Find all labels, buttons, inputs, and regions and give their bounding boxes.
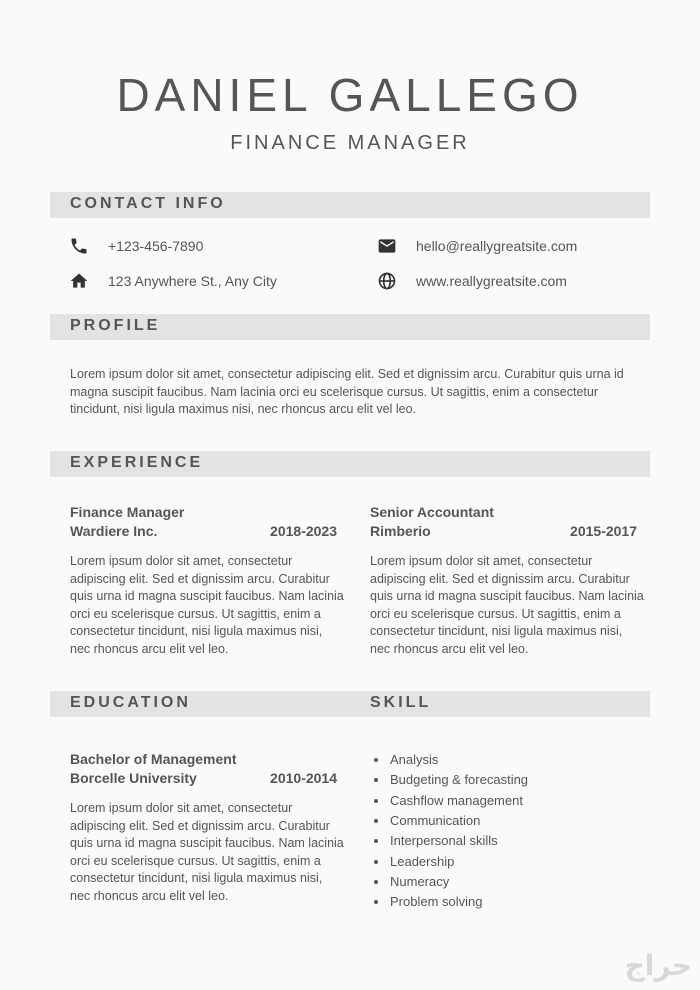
- description-line: quis urna id magna suscipit faucibus. Nam lacinia: [70, 589, 344, 604]
- contact-website[interactable]: www.reallygreatsite.com: [416, 273, 567, 289]
- job-description: [370, 553, 650, 659]
- description-line: orci eu scelerisque cursus. Ut sagittis, enim a: [370, 606, 621, 621]
- description-line: orci eu scelerisque cursus. Ut sagittis, enim a: [70, 853, 321, 868]
- profile-line: Lorem ipsum dolor sit amet, consectetur adipiscing elit. Sed et dignissim arcu. Curabitur quis urna id: [70, 367, 624, 381]
- description-line: nec rhoncus arcu elit vel leo.: [370, 641, 529, 656]
- description-line: adipiscing elit. Sed et dignissim arcu. Curabitur: [370, 571, 630, 586]
- skill-heading: SKILL: [370, 694, 432, 711]
- skill-item: [370, 770, 528, 790]
- skill-item: [370, 851, 528, 871]
- skill-item: [370, 872, 528, 892]
- contact-section-bar: [50, 192, 650, 218]
- description-line: consectetur tincidunt, nisi ligula maximus nisi,: [70, 871, 323, 886]
- contact-address: 123 Anywhere St., Any City: [108, 273, 277, 289]
- home-icon: [68, 270, 90, 292]
- job-company: Wardiere Inc.: [70, 523, 158, 539]
- profile-line: tincidunt, nisi ligula maximus nisi, nec rhoncus arcu elit vel leo.: [70, 402, 416, 417]
- phone-icon: [68, 235, 90, 257]
- education-school: Borcelle University: [70, 770, 197, 786]
- bullet-icon: [374, 758, 378, 762]
- contact-email[interactable]: hello@reallygreatsite.com: [416, 238, 578, 254]
- skill-label: Analysis: [390, 752, 439, 768]
- bullet-icon: [374, 819, 378, 823]
- contact-phone-row: [68, 235, 203, 257]
- experience-heading: EXPERIENCE: [70, 454, 204, 471]
- skill-label: Communication: [390, 813, 481, 829]
- description-line: quis urna id magna suscipit faucibus. Nam lacinia: [70, 836, 344, 851]
- profile-heading: PROFILE: [70, 317, 161, 334]
- contact-phone: +123-456-7890: [108, 238, 204, 254]
- skill-label: Interpersonal skills: [390, 833, 498, 849]
- mail-icon: [376, 235, 398, 257]
- skill-label: Leadership: [390, 853, 455, 869]
- education-skill-section-bar: [50, 691, 650, 717]
- description-line: orci eu scelerisque cursus. Ut sagittis, enim a: [70, 606, 321, 621]
- contact-email-row: [376, 235, 577, 257]
- job-company: Rimberio: [370, 523, 431, 539]
- bullet-icon: [374, 860, 378, 864]
- job-description: [70, 553, 350, 659]
- description-line: adipiscing elit. Sed et dignissim arcu. Curabitur: [70, 571, 330, 586]
- skill-label: Problem solving: [390, 894, 483, 910]
- watermark-logo: حراج: [624, 950, 692, 981]
- contact-address-row: [68, 270, 277, 292]
- skill-item: [370, 750, 528, 770]
- education-description: [70, 800, 350, 906]
- description-line: nec rhoncus arcu elit vel leo.: [70, 888, 229, 903]
- experience-section-bar: [50, 451, 650, 477]
- resume-job-title: FINANCE MANAGER: [230, 132, 470, 154]
- education-degree: Bachelor of Management: [70, 751, 237, 767]
- bullet-icon: [374, 900, 378, 904]
- bullet-icon: [374, 799, 378, 803]
- bullet-icon: [374, 778, 378, 782]
- job-title: Senior Accountant: [370, 504, 494, 520]
- bullet-icon: [374, 839, 378, 843]
- resume-name: DANIEL GALLEGO: [116, 69, 584, 121]
- skill-item: [370, 831, 528, 851]
- globe-icon: [376, 270, 398, 292]
- bullet-icon: [374, 880, 378, 884]
- skill-label: Budgeting & forecasting: [390, 772, 529, 788]
- education-heading: EDUCATION: [70, 694, 191, 711]
- profile-section-bar: [50, 314, 650, 340]
- skill-item: [370, 811, 528, 831]
- contact-heading: CONTACT INFO: [70, 195, 226, 212]
- description-line: consectetur tincidunt, nisi ligula maximus nisi,: [370, 624, 623, 639]
- profile-line: magna suscipit faucibus. Nam lacinia orci eu scelerisque cursus. Ut sagittis, enim a consectetur: [70, 384, 599, 399]
- skill-label: Cashflow management: [390, 792, 523, 808]
- skill-item: [370, 892, 528, 912]
- skill-label: Numeracy: [390, 873, 450, 889]
- description-line: nec rhoncus arcu elit vel leo.: [70, 641, 229, 656]
- description-line: adipiscing elit. Sed et dignissim arcu. Curabitur: [70, 818, 330, 833]
- description-line: Lorem ipsum dolor sit amet, consectetur: [70, 554, 293, 568]
- description-line: Lorem ipsum dolor sit amet, consectetur: [370, 554, 593, 568]
- skill-list: [370, 750, 528, 912]
- description-line: quis urna id magna suscipit faucibus. Nam lacinia: [370, 589, 644, 604]
- job-years: 2018-2023: [270, 523, 337, 539]
- profile-text: [70, 366, 640, 419]
- description-line: consectetur tincidunt, nisi ligula maximus nisi,: [70, 624, 323, 639]
- education-years: 2010-2014: [270, 770, 337, 786]
- skill-item: [370, 791, 528, 811]
- description-line: Lorem ipsum dolor sit amet, consectetur: [70, 801, 293, 815]
- job-years: 2015-2017: [570, 523, 637, 539]
- contact-website-row: [376, 270, 567, 292]
- job-title: Finance Manager: [70, 504, 185, 520]
